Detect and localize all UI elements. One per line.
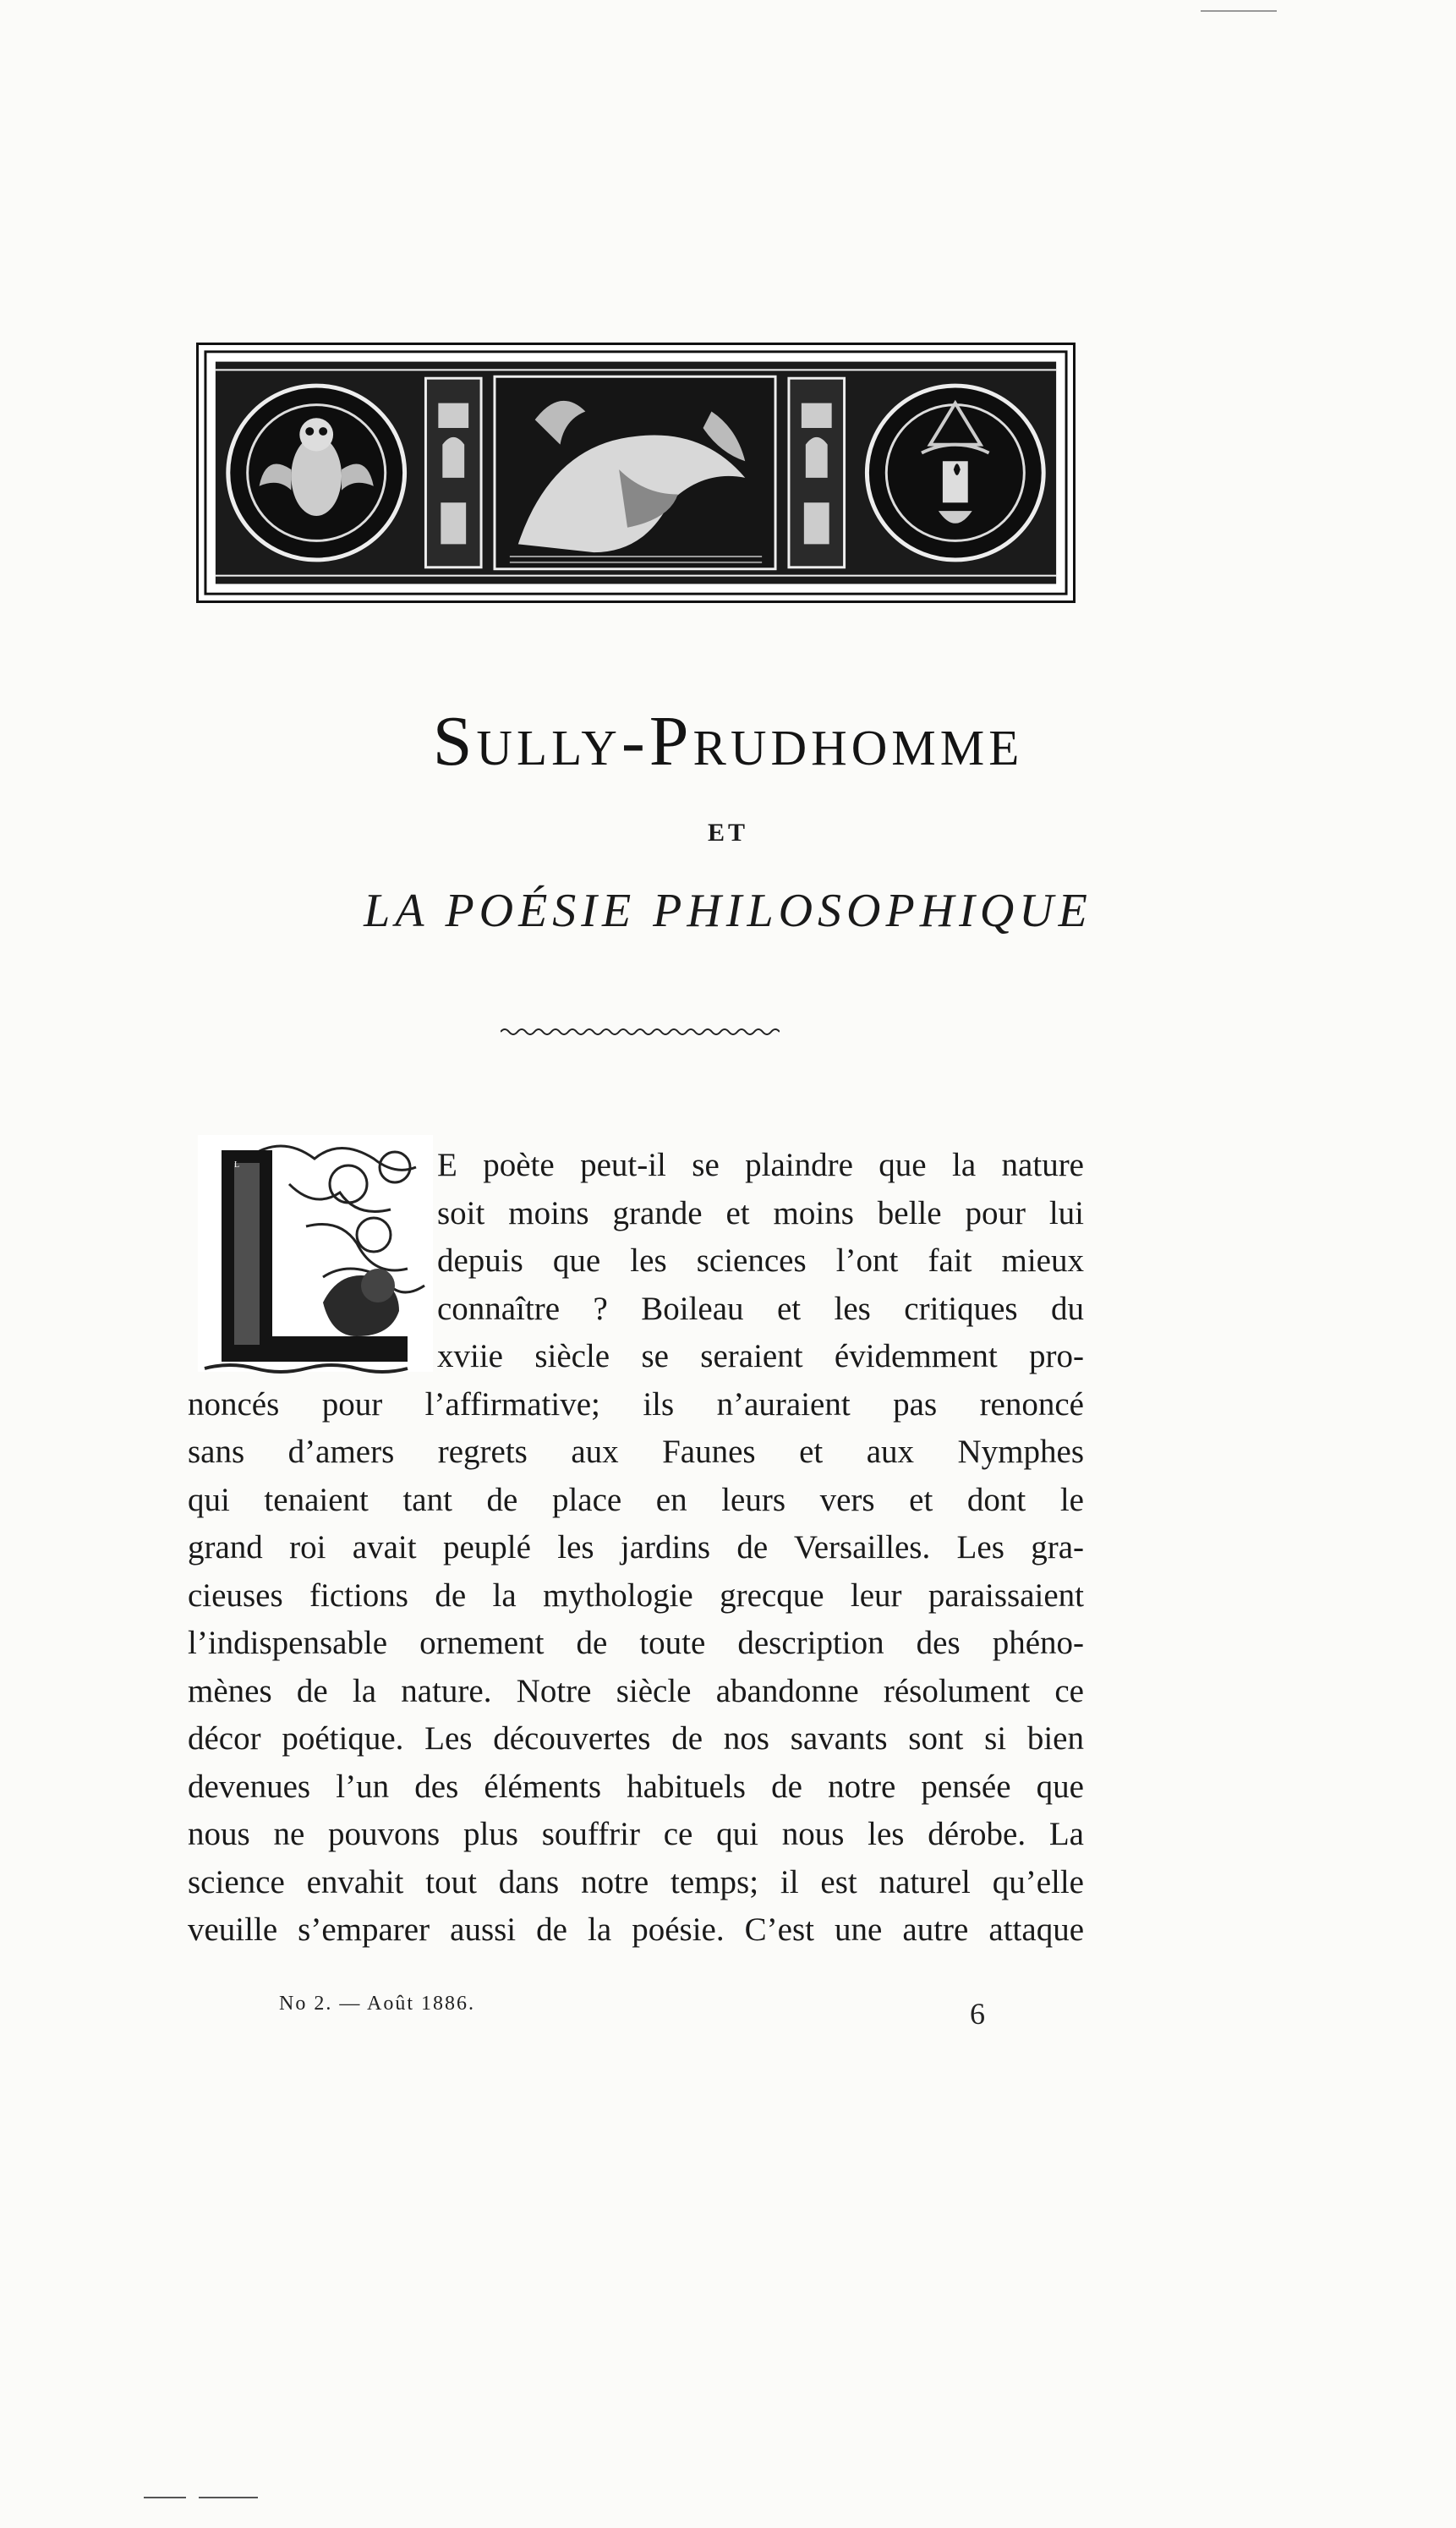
decorative-rule xyxy=(501,1025,780,1039)
text-line: noncés pour l’affirmative; ils n’auraient pas renoncé xyxy=(188,1385,1084,1423)
article-body xyxy=(188,1142,1084,1955)
text-line: soit moins grande et moins belle pour lui xyxy=(437,1194,1084,1231)
page-number: 6 xyxy=(970,1997,985,2031)
text-line: qui tenaient tant de place en leurs vers et dont le xyxy=(188,1481,1084,1518)
article-title: Sully-Prudhomme xyxy=(432,702,1024,781)
text-line: depuis que les sciences l’ont fait mieux xyxy=(437,1242,1084,1279)
text-line: décor poétique. Les découvertes de nos savants sont si bien xyxy=(188,1720,1084,1757)
text-line: mènes de la nature. Notre siècle abandonne résolument ce xyxy=(188,1672,1084,1709)
text-line: devenues l’un des éléments habituels de notre pensée que xyxy=(188,1768,1084,1805)
text-line: science envahit tout dans notre temps; il est naturel qu’elle xyxy=(188,1863,1084,1900)
text-line: connaître ? Boileau et les critiques du xyxy=(437,1290,1084,1327)
margin-mark xyxy=(1201,10,1277,12)
title-conjunction: ET xyxy=(707,819,749,847)
ornamental-headpiece xyxy=(196,343,1076,603)
margin-mark xyxy=(144,2497,186,2498)
drop-cap-letter: L xyxy=(234,1160,240,1170)
text-line: nous ne pouvons plus souffrir ce qui nous les dérobe. La xyxy=(188,1816,1084,1852)
margin-mark xyxy=(199,2497,258,2498)
article-subtitle: LA POÉSIE PHILOSOPHIQUE xyxy=(364,885,1092,937)
text-line: xviie siècle se seraient évidemment pro- xyxy=(437,1338,1084,1374)
text-line: sans d’amers regrets aux Faunes et aux Nymphes xyxy=(188,1434,1084,1470)
issue-signature: No 2. — Août 1886. xyxy=(279,1993,476,2015)
text-line: l’indispensable ornement de toute description des phéno- xyxy=(188,1625,1084,1661)
text-line: veuille s’emparer aussi de la poésie. C’est une autre attaque xyxy=(188,1911,1084,1948)
text-line: grand roi avait peuplé les jardins de Versailles. Les gra- xyxy=(188,1529,1084,1566)
text-line: E poète peut-il se plaindre que la nature xyxy=(437,1147,1084,1183)
text-line: cieuses fictions de la mythologie grecque leur paraissaient xyxy=(188,1577,1084,1614)
